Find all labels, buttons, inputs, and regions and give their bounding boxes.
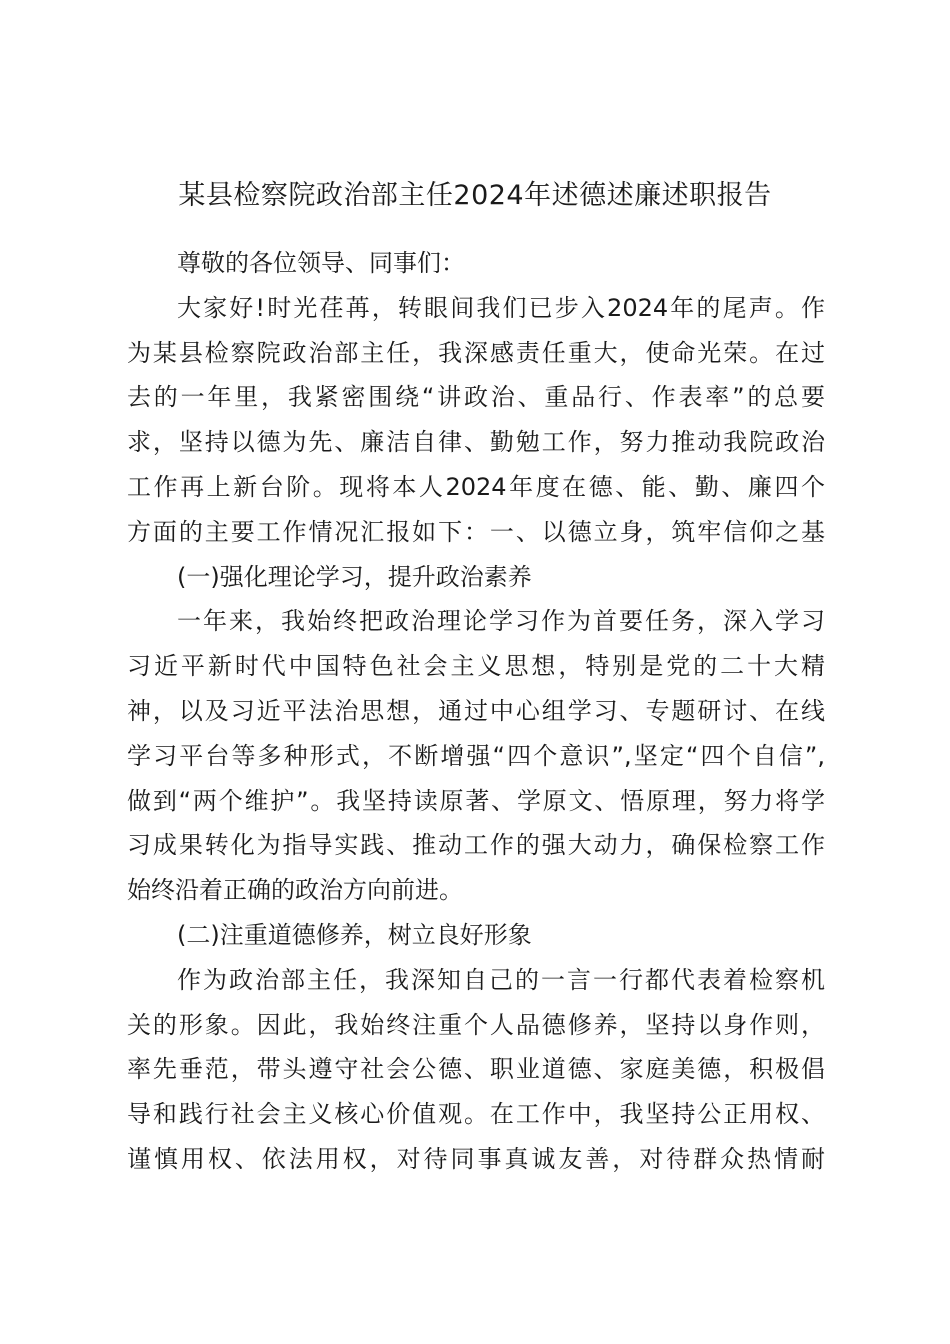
text-line: 为某县检察院政治部主任，我深感责任重大，使命光荣。在过 xyxy=(127,338,825,367)
text-line: 习近平新时代中国特色社会主义思想，特别是党的二十大精 xyxy=(127,652,825,681)
text-line: (一)强化理论学习，提升政治素养 xyxy=(177,562,532,591)
text-line: 习成果转化为指导实践、推动工作的强大动力，确保检察工作 xyxy=(127,831,825,860)
text-line: 方面的主要工作情况汇报如下：一、以德立身，筑牢信仰之基 xyxy=(127,517,825,546)
document-title: 某县检察院政治部主任2024年述德述廉述职报告 xyxy=(178,180,772,211)
document-body xyxy=(127,241,825,1182)
text-line: 谨慎用权、依法用权，对待同事真诚友善，对待群众热情耐 xyxy=(127,1144,825,1173)
text-line: 神，以及习近平法治思想，通过中心组学习、专题研讨、在线 xyxy=(127,696,825,725)
text-line: 学习平台等多种形式，不断增强“四个意识”,坚定“四个自信”, xyxy=(127,741,825,770)
text-line: 率先垂范，带头遵守社会公德、职业道德、家庭美德，积极倡 xyxy=(127,1055,825,1084)
text-line: 求，坚持以德为先、廉洁自律、勤勉工作，努力推动我院政治 xyxy=(127,428,825,457)
text-line: (二)注重道德修养，树立良好形象 xyxy=(177,920,532,949)
text-line: 导和践行社会主义核心价值观。在工作中，我坚持公正用权、 xyxy=(127,1100,825,1129)
text-line: 尊敬的各位领导、同事们： xyxy=(177,249,465,277)
text-line: 一年来，我始终把政治理论学习作为首要任务，深入学习 xyxy=(177,607,825,636)
text-line: 始终沿着正确的政治方向前进。 xyxy=(127,876,463,905)
text-line: 去的一年里，我紧密围绕“讲政治、重品行、作表率”的总要 xyxy=(127,383,825,412)
text-line: 做到“两个维护”。我坚持读原著、学原文、悟原理，努力将学 xyxy=(127,786,825,815)
text-line: 关的形象。因此，我始终注重个人品德修养，坚持以身作则， xyxy=(127,1010,825,1039)
text-line: 工作再上新台阶。现将本人2024年度在德、能、勤、廉四个 xyxy=(127,472,825,501)
text-line: 大家好!时光荏苒，转眼间我们已步入2024年的尾声。作 xyxy=(177,293,825,322)
text-line: 作为政治部主任，我深知自己的一言一行都代表着检察机 xyxy=(177,965,825,994)
